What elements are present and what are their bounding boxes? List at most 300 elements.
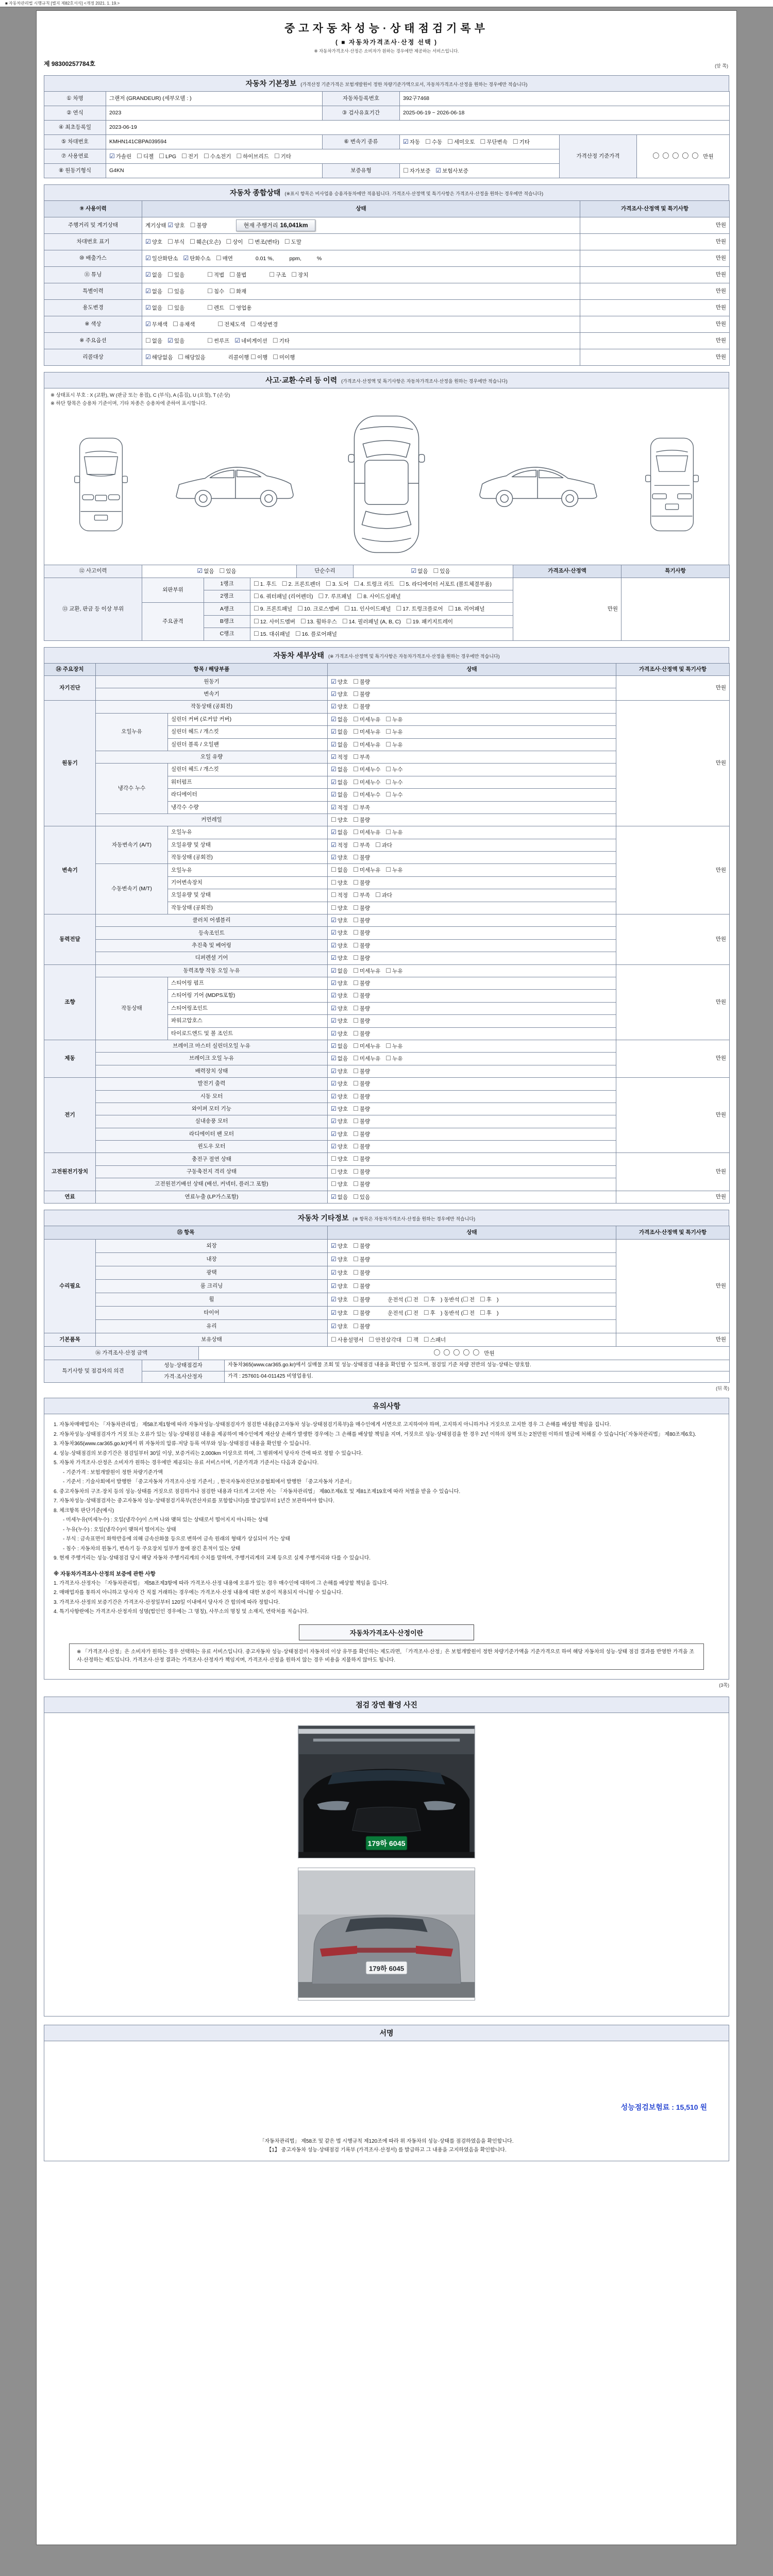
checkbox-option[interactable]: [269, 270, 286, 279]
checkbox-option[interactable]: [331, 1180, 348, 1189]
unchecked-box-icon: ☐: [385, 778, 392, 786]
checkbox-option[interactable]: [173, 320, 195, 329]
checkbox-option[interactable]: [424, 1335, 446, 1344]
checkbox-label: 부족: [359, 892, 371, 899]
checkbox-option[interactable]: [353, 1180, 370, 1189]
checkbox-option[interactable]: [353, 941, 370, 950]
column-header: [328, 1226, 616, 1240]
checkbox-label: 없음: [337, 1194, 348, 1200]
checkbox-option[interactable]: [236, 152, 268, 161]
checkbox-option[interactable]: [331, 1105, 348, 1113]
checked-box-icon: ☑: [331, 828, 337, 836]
checkbox-option[interactable]: [331, 991, 348, 1000]
checkbox-option[interactable]: [145, 320, 167, 329]
checkbox-label: 불량: [359, 1181, 371, 1188]
unchecked-box-icon: ☐: [385, 740, 392, 748]
checkbox-option[interactable]: [273, 336, 290, 345]
checkbox-option[interactable]: [207, 287, 224, 296]
checkbox-option[interactable]: [353, 740, 380, 749]
checkbox-option[interactable]: [331, 1042, 348, 1050]
checkbox-label: 12. 사이드멤버: [260, 618, 295, 625]
checkbox-option[interactable]: [167, 238, 184, 246]
form-cell: [328, 1141, 616, 1153]
unchecked-box-icon: ☐: [353, 929, 359, 937]
checkbox-label: 불량: [359, 817, 371, 823]
checkbox-option[interactable]: [331, 866, 348, 874]
form-cell: [96, 675, 328, 688]
checkbox-option[interactable]: [353, 904, 370, 912]
fee-label: 성능점검보험료 :: [620, 2103, 674, 2111]
form-cell: [44, 250, 142, 267]
checkbox-option[interactable]: [353, 790, 380, 799]
checkbox-option[interactable]: [353, 1105, 370, 1113]
form-cell: [142, 267, 580, 283]
checkbox-option[interactable]: [190, 238, 221, 246]
checkbox-option[interactable]: [353, 1268, 370, 1277]
checkbox-option[interactable]: [331, 1242, 348, 1250]
checkbox-option[interactable]: [353, 916, 370, 925]
checkbox-option[interactable]: [353, 828, 380, 837]
checkbox-option[interactable]: [326, 580, 349, 588]
cell-text: 2랭크: [220, 593, 234, 600]
form-cell: [142, 1371, 225, 1383]
checkbox-option[interactable]: [234, 336, 267, 345]
checkbox-option[interactable]: [216, 254, 233, 263]
cell-text: 만원: [715, 1055, 726, 1062]
checkbox-option[interactable]: [342, 617, 401, 626]
checkbox-label: 하이브리드: [243, 153, 269, 160]
cell-text: 자동변속기 (A/T): [112, 841, 152, 848]
checkbox-option[interactable]: [331, 828, 348, 837]
form-cell: [400, 135, 560, 149]
unchecked-box-icon: ☐: [248, 238, 254, 245]
checkbox-option[interactable]: [407, 1335, 418, 1344]
checkbox-option[interactable]: [254, 604, 292, 613]
checkbox-option[interactable]: [353, 1282, 370, 1291]
checkbox-option[interactable]: [353, 1309, 370, 1317]
checkbox-option[interactable]: [385, 1054, 402, 1063]
amount-placeholder: 〇〇〇〇〇: [652, 152, 702, 160]
checkbox-option[interactable]: [424, 1309, 435, 1317]
amount-cell: [580, 217, 730, 234]
checkbox-option[interactable]: [331, 753, 348, 761]
checkbox-label: 17. 트렁크플로어: [402, 606, 443, 613]
checkbox-option[interactable]: [331, 904, 348, 912]
checkbox-option[interactable]: [353, 928, 370, 937]
checkbox-option[interactable]: [353, 1130, 370, 1139]
checkbox-option[interactable]: [331, 979, 348, 988]
unchecked-box-icon: ☐: [207, 270, 213, 278]
checkbox-option[interactable]: [385, 765, 402, 774]
checkbox-option[interactable]: [331, 1117, 348, 1126]
checked-box-icon: ☑: [331, 1080, 337, 1088]
checkbox-option[interactable]: [331, 941, 348, 950]
checkbox-option[interactable]: [353, 1092, 370, 1101]
checkbox-option[interactable]: [331, 816, 348, 824]
checkbox-option[interactable]: [353, 1004, 370, 1013]
checked-box-icon: ☑: [331, 1055, 337, 1062]
checkbox-option[interactable]: [295, 630, 337, 638]
checkbox-option[interactable]: [178, 353, 205, 362]
checkbox-option[interactable]: [353, 1029, 370, 1038]
checkbox-option[interactable]: [411, 567, 428, 575]
checkbox-option[interactable]: [407, 1295, 418, 1304]
checkbox-option[interactable]: [331, 1167, 348, 1176]
checkbox-option[interactable]: [353, 853, 370, 862]
checkbox-option[interactable]: [331, 1067, 348, 1076]
checkbox-option[interactable]: [396, 604, 443, 613]
checkbox-option[interactable]: [353, 1042, 380, 1050]
checkbox-option[interactable]: [480, 1309, 492, 1317]
checkbox-option[interactable]: [403, 138, 420, 146]
checkbox-option[interactable]: [145, 287, 162, 296]
checkbox-option[interactable]: [353, 753, 370, 761]
checkbox-label: 양호: [337, 1144, 348, 1150]
checkbox-option[interactable]: [353, 803, 370, 812]
form-cell: [637, 135, 730, 178]
column-header: [44, 201, 142, 217]
checkbox-option[interactable]: [385, 967, 402, 975]
cell-text: 오일누유: [171, 867, 192, 873]
checkbox-label: 장치: [298, 272, 309, 278]
checkbox-option[interactable]: [331, 967, 348, 975]
checkbox-option[interactable]: [159, 152, 176, 161]
checkbox-option[interactable]: [109, 152, 131, 161]
checkbox-option[interactable]: [331, 715, 348, 724]
checkbox-option[interactable]: [353, 1155, 370, 1163]
unchecked-box-icon: ☐: [353, 828, 359, 836]
checkbox-option[interactable]: [331, 1016, 348, 1025]
checkbox-option[interactable]: [385, 1042, 402, 1050]
page-side-marker-3: (3쪽): [719, 1682, 729, 1688]
checkbox-option[interactable]: [250, 353, 267, 362]
checkbox-option[interactable]: [331, 1142, 348, 1151]
checkbox-option[interactable]: [513, 138, 530, 146]
checkbox-option[interactable]: [254, 580, 277, 588]
checkbox-option[interactable]: [331, 1029, 348, 1038]
checkbox-label: 색상변경: [257, 321, 278, 328]
checkbox-option[interactable]: [448, 604, 485, 613]
cell-text: B랭크: [220, 618, 234, 624]
checkbox-option[interactable]: [318, 592, 352, 601]
checkbox-option[interactable]: [353, 979, 370, 988]
table-row: [44, 250, 730, 267]
checkbox-option[interactable]: [353, 1295, 370, 1304]
checkbox-option[interactable]: [145, 238, 162, 246]
cell-text: 가격·조사산정자: [164, 1374, 203, 1380]
checkbox-option[interactable]: [403, 166, 430, 175]
form-cell: [44, 234, 142, 250]
cell-text: ): [496, 1310, 499, 1316]
checkbox-option[interactable]: [248, 238, 279, 246]
checkbox-option[interactable]: [167, 303, 184, 312]
checkbox-label: 미세누수: [359, 779, 381, 786]
table-row: [44, 1333, 730, 1347]
checkbox-option[interactable]: [375, 891, 392, 900]
checkbox-label: 디젤: [143, 153, 154, 160]
checkbox-option[interactable]: [480, 1295, 492, 1304]
notice-body: [44, 1414, 729, 1680]
checkbox-option[interactable]: [331, 1335, 363, 1344]
checkbox-option[interactable]: [385, 778, 402, 787]
unchecked-box-icon: ☐: [229, 287, 235, 295]
unchecked-box-icon: ☐: [284, 238, 290, 245]
form-cell: [323, 135, 400, 149]
checkbox-option[interactable]: [331, 853, 348, 862]
checkbox-option[interactable]: [145, 336, 162, 345]
checkbox-option[interactable]: [463, 1295, 475, 1304]
checkbox-option[interactable]: [331, 1054, 348, 1063]
form-cell: [328, 952, 616, 964]
checkbox-option[interactable]: [385, 727, 402, 736]
checkbox-option[interactable]: [229, 287, 246, 296]
checkbox-option[interactable]: [331, 702, 348, 711]
checkbox-option[interactable]: [331, 1295, 348, 1304]
checkbox-option[interactable]: [331, 1268, 348, 1277]
checkbox-option[interactable]: [254, 630, 290, 638]
checkbox-option[interactable]: [385, 790, 402, 799]
checkbox-option[interactable]: [197, 567, 214, 575]
checkbox-option[interactable]: [344, 604, 391, 613]
checkbox-option[interactable]: [167, 270, 184, 279]
section-inspection-photos: [44, 1697, 729, 2016]
odometer-label: 현재 주행거리: [243, 222, 278, 229]
cell-text: 기어변속장치: [171, 879, 203, 886]
unchecked-box-icon: ☐: [353, 878, 359, 886]
checkbox-option[interactable]: [353, 1255, 370, 1264]
section-title-note: (가격산정 기준가격은 보험개발원이 정한 차량기준가액으로서, 자동차가격조사·산정을 원하는 경우에만 적습니다): [300, 82, 528, 87]
checkbox-option[interactable]: [353, 1167, 370, 1176]
checkbox-option[interactable]: [353, 727, 380, 736]
checkbox-option[interactable]: [331, 1193, 348, 1201]
checkbox-option[interactable]: [353, 677, 370, 686]
checkbox-option[interactable]: [353, 1142, 370, 1151]
checkbox-option[interactable]: [353, 1117, 370, 1126]
etc-info-table: [44, 1226, 729, 1347]
checked-box-icon: ☑: [145, 353, 151, 361]
checkbox-option[interactable]: [226, 238, 243, 246]
form-cell: [96, 1040, 328, 1052]
checkbox-option[interactable]: [254, 592, 313, 601]
checkbox-option[interactable]: [353, 690, 370, 699]
checkbox-option[interactable]: [331, 740, 348, 749]
checkbox-option[interactable]: [331, 928, 348, 937]
checkbox-option[interactable]: [353, 878, 370, 887]
checkbox-label: 2. 프론트펜더: [288, 581, 321, 587]
checkbox-option[interactable]: [167, 336, 184, 345]
cell-text: 동력전달: [59, 936, 80, 942]
checkbox-option[interactable]: [353, 967, 380, 975]
checkbox-option[interactable]: [207, 303, 224, 312]
checkbox-option[interactable]: [353, 991, 370, 1000]
checkbox-option[interactable]: [331, 1004, 348, 1013]
unchecked-box-icon: ☐: [353, 791, 359, 799]
checkbox-option[interactable]: [331, 1092, 348, 1101]
checkbox-option[interactable]: [331, 727, 348, 736]
checkbox-option[interactable]: [407, 1309, 418, 1317]
checkbox-option[interactable]: [353, 954, 370, 962]
checkbox-option[interactable]: [282, 580, 321, 588]
checkbox-option[interactable]: [353, 765, 380, 774]
inspection-photo-rear: [298, 1868, 475, 2001]
checkbox-label: 양호: [337, 1168, 348, 1175]
checked-box-icon: ☑: [331, 1042, 337, 1049]
checkbox-option[interactable]: [353, 715, 380, 724]
checkbox-option[interactable]: [181, 152, 198, 161]
checkbox-option[interactable]: [353, 778, 380, 787]
checkbox-option[interactable]: [145, 254, 178, 263]
checkbox-option[interactable]: [250, 320, 278, 329]
checkbox-option[interactable]: [385, 866, 402, 874]
checked-box-icon: ☑: [331, 703, 337, 710]
checkbox-option[interactable]: [331, 778, 348, 787]
checkbox-option[interactable]: [406, 617, 453, 626]
checkbox-label: 양호: [337, 1068, 348, 1075]
checkbox-option[interactable]: [204, 152, 231, 161]
checkbox-option[interactable]: [190, 221, 207, 230]
checkbox-label: 있음: [174, 337, 185, 344]
cell-text: 수동변속기 (M/T): [111, 886, 152, 892]
checkbox-option[interactable]: [331, 803, 348, 812]
unchecked-box-icon: ☐: [353, 1105, 359, 1112]
signature-body: [44, 2041, 729, 2161]
checkbox-option[interactable]: [331, 954, 348, 962]
amount-cell: [616, 1333, 730, 1347]
checkbox-option[interactable]: [217, 320, 245, 329]
checkbox-option[interactable]: [331, 878, 348, 887]
checkbox-option[interactable]: [353, 891, 370, 900]
checkbox-option[interactable]: [137, 152, 154, 161]
checkbox-option[interactable]: [447, 138, 475, 146]
checked-box-icon: ☑: [331, 1242, 337, 1249]
checkbox-option[interactable]: [480, 138, 507, 146]
checkbox-option[interactable]: [353, 866, 380, 874]
checkbox-option[interactable]: [331, 1309, 348, 1317]
checkbox-option[interactable]: [433, 567, 450, 575]
checkbox-option[interactable]: [463, 1309, 475, 1317]
checkbox-option[interactable]: [300, 617, 337, 626]
checkbox-label: 양호: [337, 1181, 348, 1188]
checkbox-option[interactable]: [435, 166, 468, 175]
checkbox-option[interactable]: [353, 1242, 370, 1250]
checkbox-label: 기타: [280, 153, 291, 160]
checked-box-icon: ☑: [331, 740, 337, 748]
form-cell: [328, 1040, 616, 1052]
unchecked-box-icon: ☐: [137, 152, 142, 160]
checkbox-option[interactable]: [369, 1335, 401, 1344]
checkbox-label: 누유: [392, 716, 403, 723]
checkbox-option[interactable]: [331, 690, 348, 699]
checkbox-option[interactable]: [183, 254, 210, 263]
checkbox-option[interactable]: [229, 270, 246, 279]
checkbox-option[interactable]: [254, 617, 295, 626]
checkbox-option[interactable]: [353, 1322, 370, 1331]
checkbox-option[interactable]: [353, 816, 370, 824]
note-line: - 부식 : 금속표면이 화학반응에 의해 금속산화물 등으로 변하여 금속 원래의 형태가 상실되어 가는 상태: [63, 1536, 291, 1543]
cell-text: 작동상태: [121, 1005, 142, 1011]
cell-text: 고전원전기장치: [51, 1168, 88, 1175]
form-cell: [96, 977, 168, 1040]
checkbox-option[interactable]: [331, 891, 348, 900]
note-line: 9. 현재 주행거리는 성능·상태점검 당시 해당 자동차 주행거리계의 수치를 말하며, 주행거리계의 교체 등으로 실제 주행거리와 다를 수 있습니다.: [54, 1555, 371, 1562]
checkbox-option[interactable]: [424, 1295, 435, 1304]
column-header: [44, 663, 96, 675]
checkbox-option[interactable]: [331, 841, 348, 850]
note-line: 4. 특기사항란에는 가격조사·산정자의 성명(법인인 경우에는 그 명칭), 사무소의 명칭 및 소재지, 연락처를 적습니다.: [54, 1609, 309, 1615]
form-cell: [44, 1078, 96, 1153]
checkbox-option[interactable]: [425, 138, 442, 146]
form-cell: [44, 135, 106, 149]
checkbox-option[interactable]: [229, 303, 251, 312]
checkbox-option[interactable]: [331, 1282, 348, 1291]
checkbox-option[interactable]: [331, 1255, 348, 1264]
checkbox-option[interactable]: [145, 353, 173, 362]
checkbox-option[interactable]: [331, 1130, 348, 1139]
checkbox-label: 미세누유: [359, 968, 381, 974]
checkbox-option[interactable]: [375, 841, 392, 850]
checkbox-option[interactable]: [353, 702, 370, 711]
unchecked-box-icon: ☐: [353, 740, 359, 748]
checkbox-option[interactable]: [353, 1054, 380, 1063]
checkbox-option[interactable]: [353, 1193, 370, 1201]
checkbox-option[interactable]: [331, 1079, 348, 1088]
checkbox-option[interactable]: [168, 221, 185, 230]
checkbox-option[interactable]: [357, 592, 401, 601]
checkbox-option[interactable]: [354, 580, 394, 588]
checkbox-option[interactable]: [331, 677, 348, 686]
inspection-photo-front: [298, 1725, 475, 1858]
checkbox-option[interactable]: [353, 1016, 370, 1025]
checkbox-option[interactable]: [353, 841, 370, 850]
checkbox-option[interactable]: [353, 1079, 370, 1088]
checkbox-option[interactable]: [331, 916, 348, 925]
checkbox-option[interactable]: [331, 765, 348, 774]
checkbox-option[interactable]: [385, 740, 402, 749]
checkbox-option[interactable]: [207, 336, 229, 345]
checkbox-option[interactable]: [353, 1067, 370, 1076]
checkbox-option[interactable]: [399, 580, 492, 588]
checkbox-option[interactable]: [331, 1322, 348, 1331]
cell-text: ⑯ 가격조사·산정 금액: [95, 1349, 147, 1356]
cell-text: 충전구 절연 상태: [192, 1156, 231, 1162]
unchecked-box-icon: ☐: [396, 605, 402, 613]
checkbox-option[interactable]: [273, 353, 295, 362]
checkbox-label: 양호: [337, 679, 348, 685]
checkbox-option[interactable]: [145, 303, 162, 312]
checkbox-option[interactable]: [145, 270, 162, 279]
checkbox-option[interactable]: [385, 715, 402, 724]
checkbox-option[interactable]: [331, 1155, 348, 1163]
checkbox-option[interactable]: [167, 287, 184, 296]
checkbox-option[interactable]: [297, 604, 339, 613]
checkbox-option[interactable]: [385, 828, 402, 837]
amount-cell: [616, 675, 730, 701]
checkbox-label: 1. 후드: [260, 581, 277, 587]
checkbox-label: 양호: [337, 1256, 348, 1263]
checkbox-option[interactable]: [331, 790, 348, 799]
cell-text: 리콜대상: [82, 353, 104, 360]
form-cell: [328, 1078, 616, 1090]
checkbox-option[interactable]: [274, 152, 291, 161]
form-cell: [621, 578, 730, 640]
checkbox-option[interactable]: [207, 270, 224, 279]
checked-box-icon: ☑: [411, 567, 417, 575]
car-diagram-top-view: [341, 412, 432, 556]
form-cell: [142, 300, 580, 316]
checkbox-option[interactable]: [291, 270, 308, 279]
checkbox-option[interactable]: [284, 238, 301, 246]
checkbox-option[interactable]: [220, 567, 237, 575]
